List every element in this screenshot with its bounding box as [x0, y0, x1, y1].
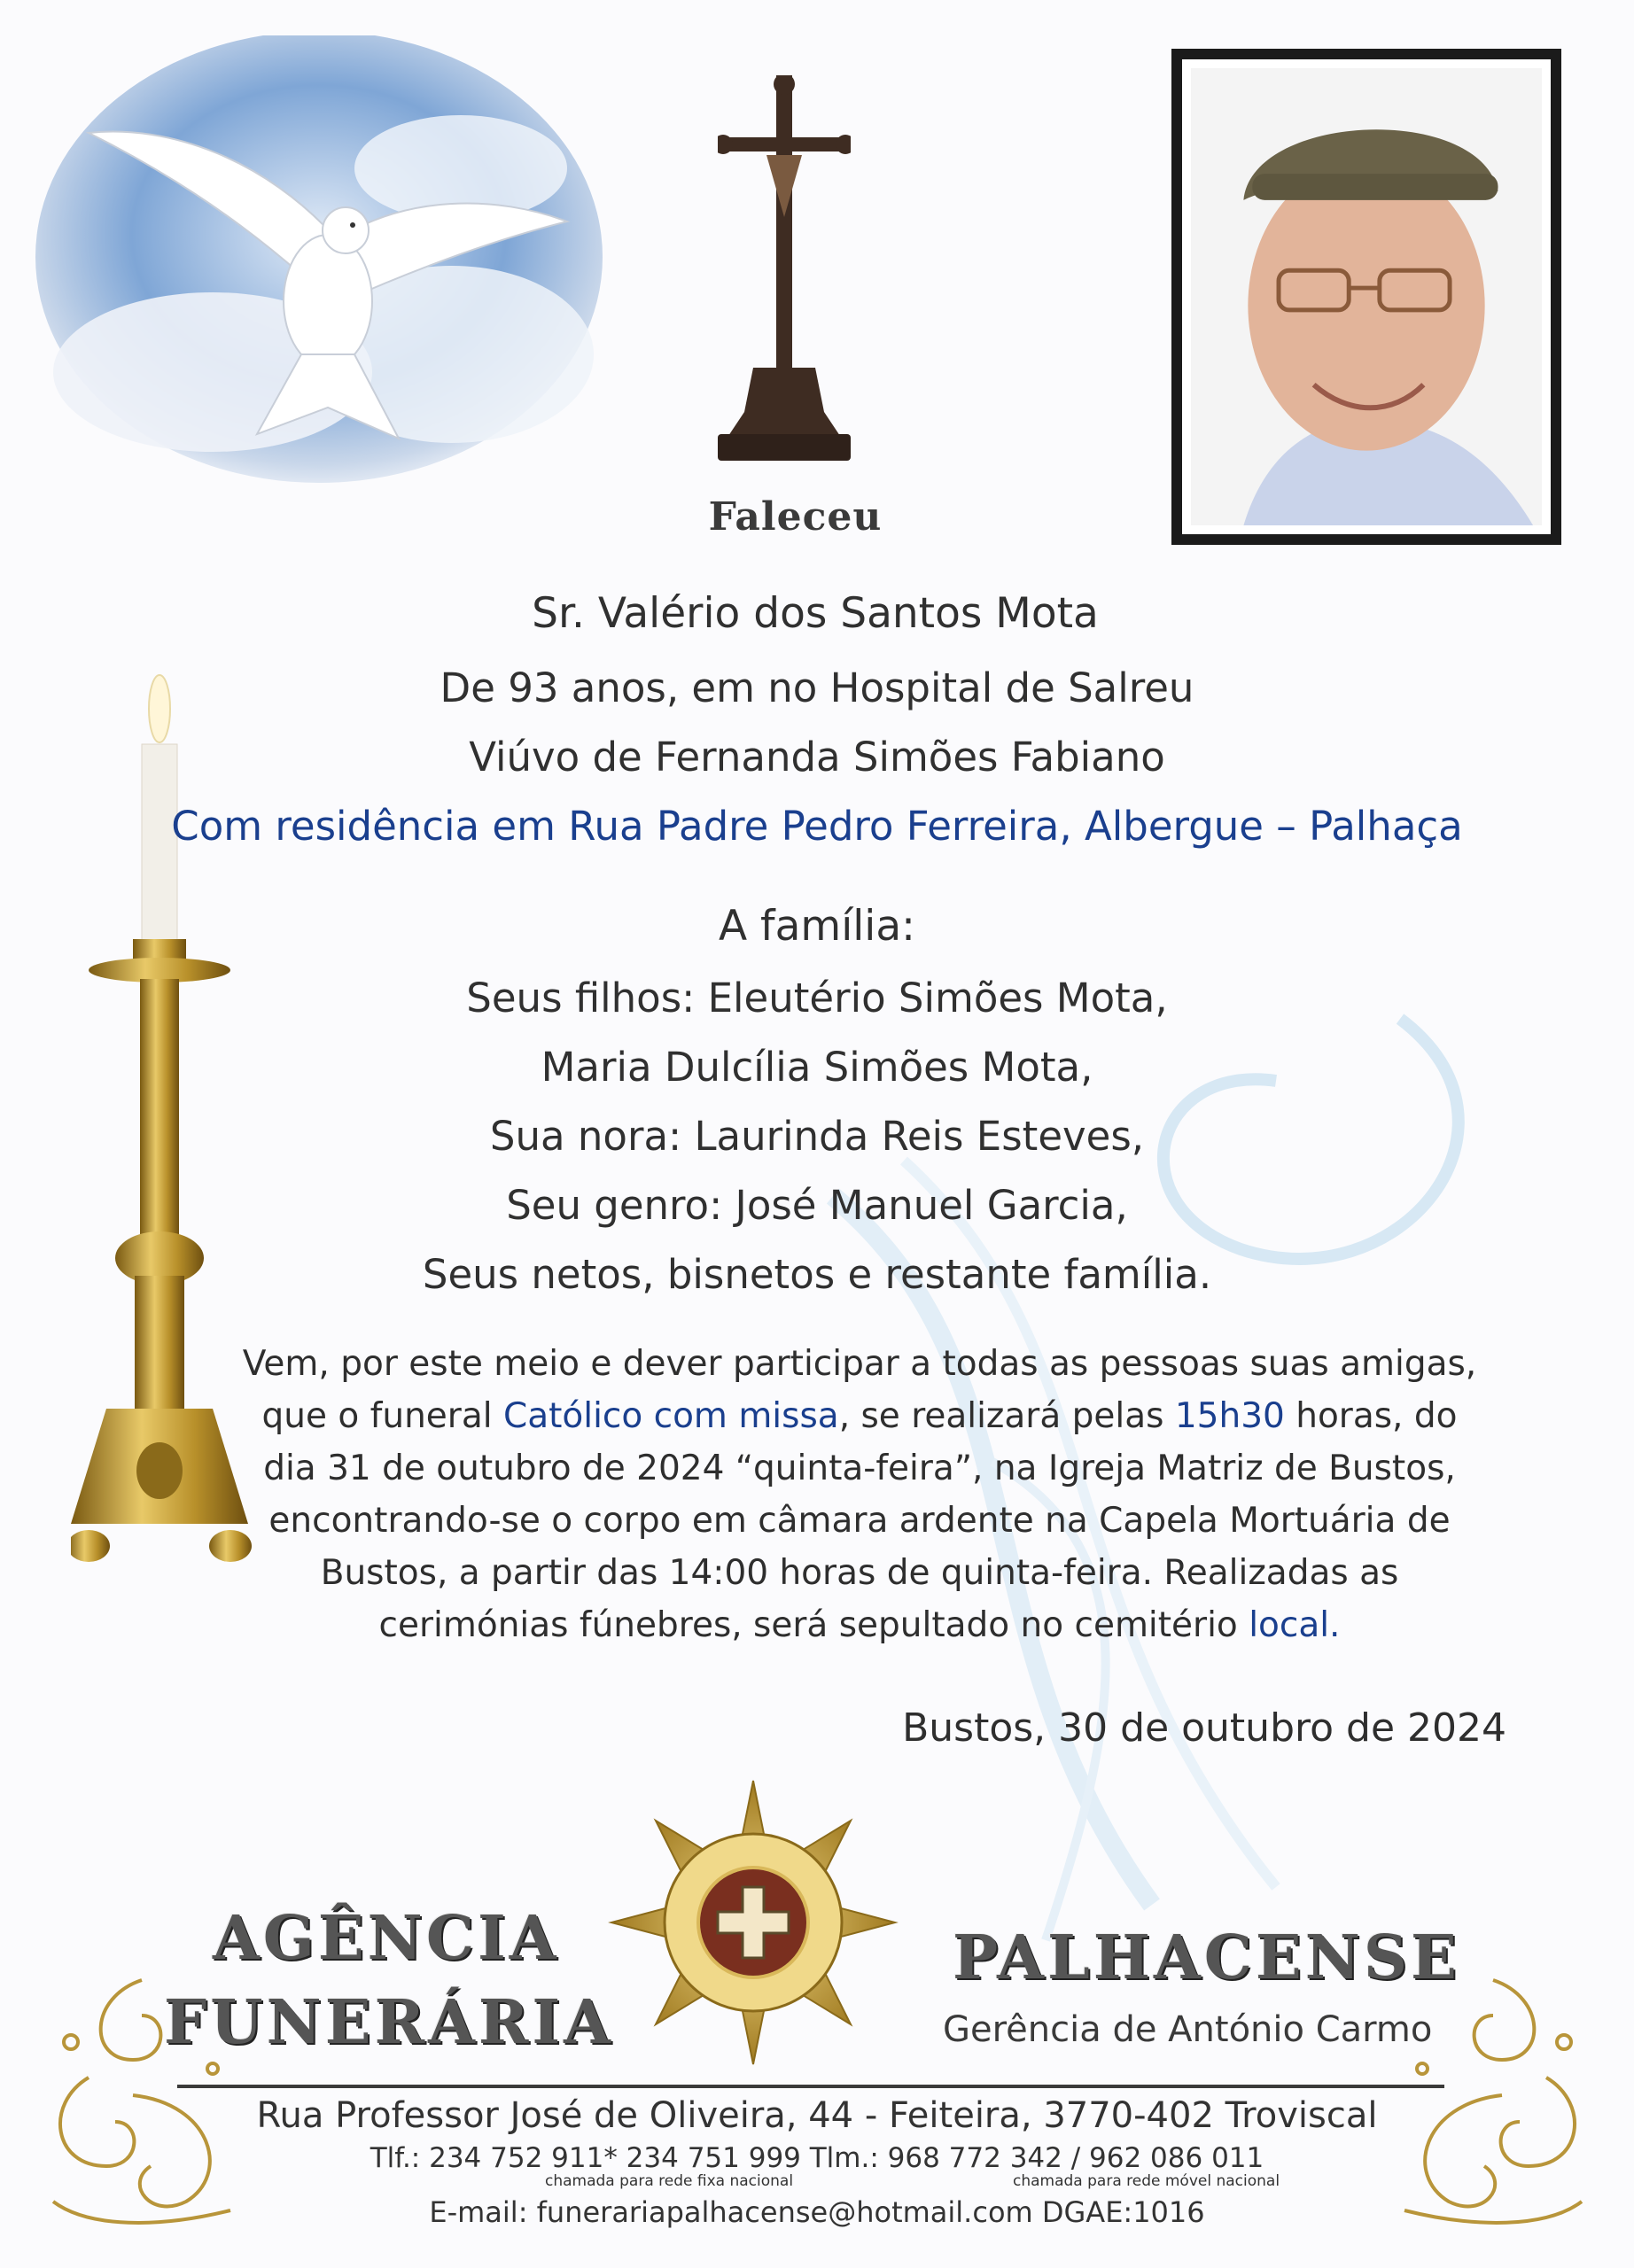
- ceremony-type: Católico com missa: [502, 1396, 839, 1436]
- notice-text: Vem, por este meio e dever participar a todas as pessoas suas amigas, que o funeral: [242, 1344, 1477, 1436]
- phone-note-fixed: chamada para rede fixa nacional: [545, 2172, 794, 2190]
- agency-emblem-icon: [607, 1776, 899, 2069]
- agency-name-line-1: AGÊNCIA: [213, 1903, 560, 1974]
- agency-email: E-mail: funerariapalhacense@hotmail.com DGAE:1016: [429, 2195, 1205, 2229]
- funeral-time: 15h30: [1174, 1396, 1285, 1436]
- agency-name-right: PALHACENSE: [953, 1922, 1460, 1993]
- deceased-name: [0, 589, 1634, 638]
- widower-line: Viúvo de Fernanda Simões Fabiano: [469, 734, 1165, 781]
- family-line: Sua nora: Laurinda Reis Esteves,: [489, 1113, 1145, 1160]
- deceased-portrait: [1191, 68, 1542, 525]
- agency-phones: Tlf.: 234 752 911* 234 751 999 Tlm.: 968 772 342 / 962 086 011: [370, 2142, 1264, 2174]
- death-heading: Faleceu: [708, 494, 883, 540]
- age-place-line: De 93 anos, em no Hospital de Salreu: [440, 664, 1194, 711]
- crucifix-icon: [718, 75, 851, 465]
- family-heading: A família:: [718, 902, 916, 951]
- agency-management: Gerência de António Carmo: [943, 2009, 1433, 2050]
- funeral-notice-paragraph: [239, 1338, 1480, 1651]
- scroll-ornament-icon: [1369, 1962, 1599, 2237]
- family-line: Seus netos, bisnetos e restante família.: [422, 1251, 1212, 1298]
- dove-in-clouds-image: [35, 35, 603, 487]
- residence-line: Com residência em Rua Padre Pedro Ferreira, Albergue – Palhaça: [171, 803, 1463, 850]
- family-line: Maria Dulcília Simões Mota,: [541, 1044, 1093, 1091]
- portrait-frame: [1171, 49, 1561, 545]
- notice-text: , se realizará pelas: [838, 1396, 1175, 1436]
- family-line: Seu genro: José Manuel Garcia,: [506, 1182, 1128, 1229]
- agency-name-line-2: FUNERÁRIA: [164, 1987, 614, 2058]
- agency-address: Rua Professor José de Oliveira, 44 - Feiteira, 3770-402 Troviscal: [256, 2095, 1378, 2136]
- notice-text: horas, do dia 31 de outubro de 2024 “quinta-feira”, na Igreja Matriz de Bustos, encontrando-se o corpo em câmara ardente na Capela Mortuária de Bustos, a partir das 14:00 horas de quinta-feira. Realizadas as cerimónias fúnebres, será sepultado no cemitério: [263, 1396, 1458, 1645]
- family-line: Seus filhos: Eleutério Simões Mota,: [466, 975, 1168, 1021]
- phone-note-mobile: chamada para rede móvel nacional: [1013, 2172, 1280, 2190]
- footer-divider: [177, 2085, 1444, 2088]
- scroll-ornament-icon: [35, 1962, 266, 2237]
- deceased-name-text: Sr. Valério dos Santos Mota: [532, 589, 1099, 638]
- place-date: Bustos, 30 de outubro de 2024: [902, 1705, 1506, 1751]
- cemetery-location: local.: [1249, 1605, 1341, 1645]
